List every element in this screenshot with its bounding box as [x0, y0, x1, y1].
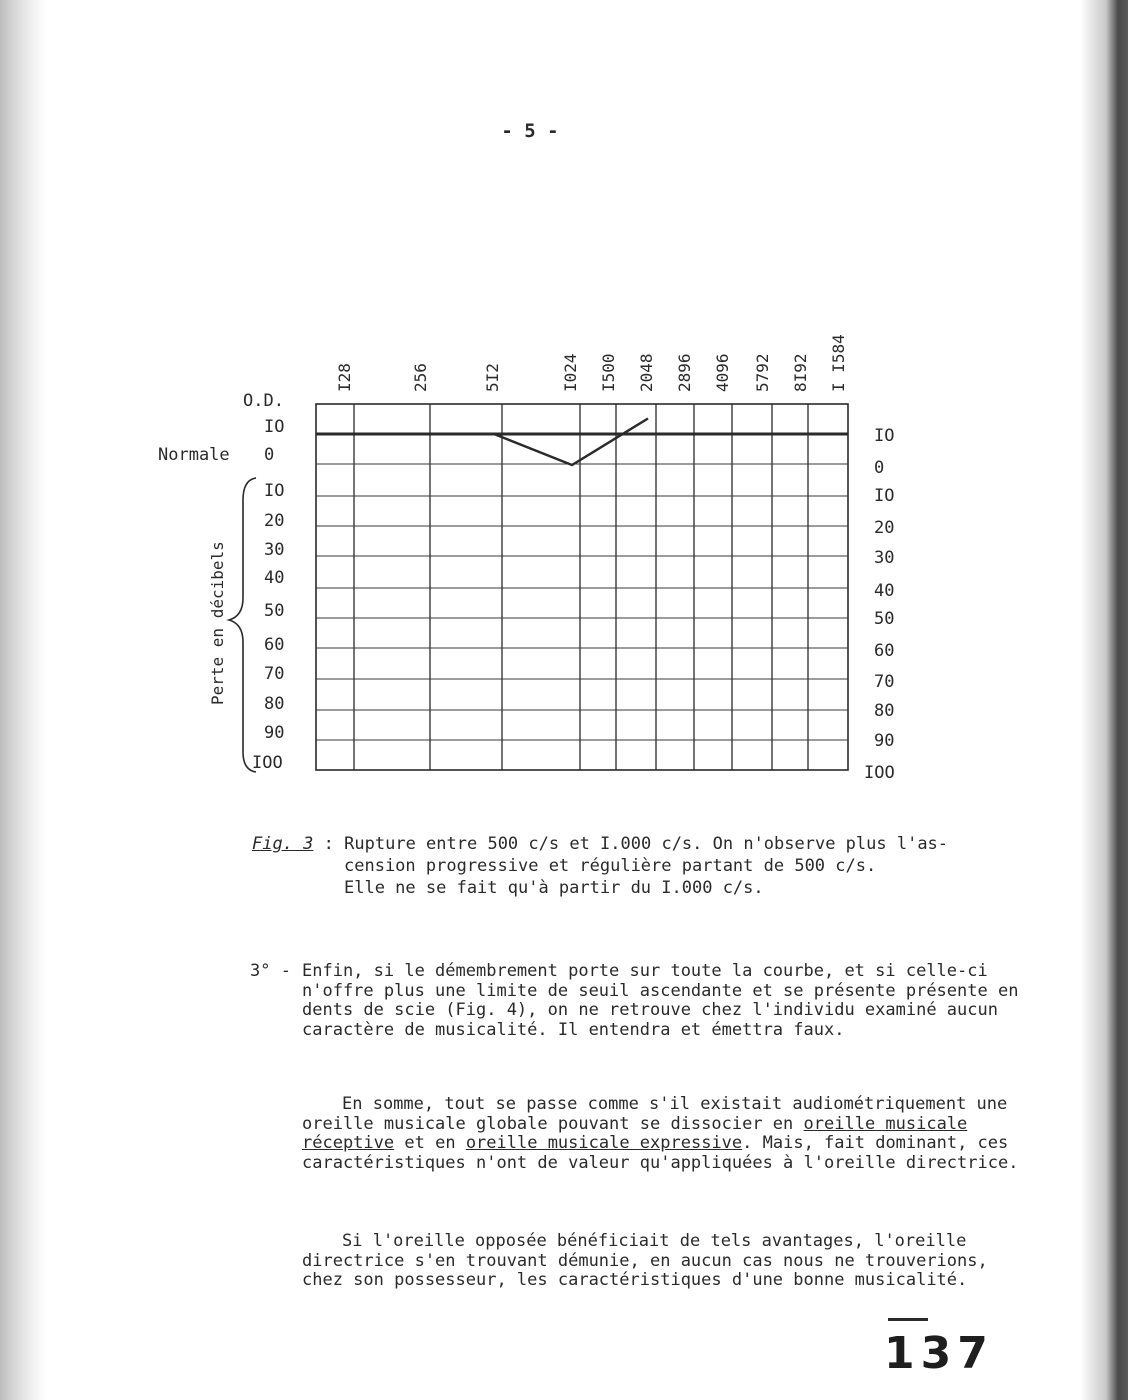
caption-line-3: Elle ne se fait qu'à partir du I.000 c/s.	[344, 878, 764, 898]
caption-first-line	[252, 833, 992, 855]
y-tick-label-left: 80	[264, 694, 285, 714]
item-number: 3° -	[250, 961, 291, 981]
y-tick-label-right: 40	[874, 581, 895, 601]
y-tick-label-right: 70	[874, 672, 895, 692]
y-tick-label-right: 30	[874, 548, 895, 568]
x-tick-label: I024	[561, 353, 580, 392]
y-tick-label-left: 60	[264, 635, 285, 655]
y-axis-labels-left	[252, 417, 284, 773]
x-tick-label: 2048	[637, 353, 656, 392]
si-text: Si l'oreille opposée bénéficiait de tels avantages, l'oreille directrice s'en trouvant démunie, en aucun cas nous ne trouverions, chez son possesseur, les caractéristiques d'une bonne musicalité.	[302, 1231, 988, 1290]
y-tick-label-left: 70	[264, 664, 285, 684]
somme-text-before: En somme, tout se passe comme s'il existait audiométriquement une oreille musicale globale pouvant se dissocier en	[302, 1094, 1008, 1134]
y-tick-label-right: IOO	[864, 763, 895, 783]
y-tick-label-left: 30	[264, 540, 285, 560]
y-tick-label-left: IO	[264, 481, 285, 501]
normal-label: Normale	[158, 445, 230, 465]
caption-separator: :	[323, 834, 334, 854]
x-tick-label: I28	[335, 363, 354, 392]
x-tick-label: I500	[599, 353, 618, 392]
y-tick-label-right: 60	[874, 641, 895, 661]
y-tick-label-left: 40	[264, 568, 285, 588]
audiogram-curve	[494, 419, 648, 466]
x-tick-label: 5I2	[483, 363, 502, 392]
y-tick-label-right: 90	[874, 731, 895, 751]
y-tick-label-right: 80	[874, 701, 895, 721]
y-tick-label-right: 0	[874, 458, 885, 478]
y-tick-label-right: IO	[874, 486, 895, 506]
caption-line-2: cension progressive et régulière partant de 500 c/s.	[344, 856, 877, 876]
somme-text-after: . Mais, fait dominant, ces caractéristiques n'ont de valeur qu'appliquées à l'oreille directrice.	[302, 1133, 1019, 1173]
x-tick-label: 8I92	[791, 353, 810, 392]
handwritten-mark	[888, 1318, 928, 1321]
x-tick-label: I I584	[829, 334, 848, 392]
item-3-text: Enfin, si le démembrement porte sur toute la courbe, et si celle-ci n'offre plus une limite de seuil ascendante et se présente présente en dents de scie (Fig. 4), on ne retrouve chez l'individu examiné aucun caractère de musicalité. Il entendra et émettra faux.	[302, 961, 1019, 1040]
y-tick-label-left: 20	[264, 511, 285, 531]
y-tick-label-left: 90	[264, 723, 285, 743]
x-tick-label: 256	[411, 363, 430, 392]
figure-caption	[252, 833, 992, 898]
y-axis-labels-right	[864, 426, 895, 783]
caption-continuation	[344, 855, 994, 899]
figure-label: Fig. 3	[252, 834, 314, 854]
od-label: O.D.	[243, 391, 284, 411]
underlined-expressive: oreille musicale expressive	[465, 1133, 743, 1153]
x-tick-label: 5792	[753, 353, 772, 392]
paragraph-en-somme	[302, 1095, 1022, 1173]
caption-line-1: Rupture entre 500 c/s et I.000 c/s. On n'observe plus l'as-	[344, 834, 949, 854]
y-tick-label-left: IOO	[252, 753, 283, 773]
y-tick-label-left: 50	[264, 601, 285, 621]
x-axis-labels	[335, 334, 848, 392]
y-tick-label-right: IO	[874, 426, 895, 446]
y-tick-label-right: 20	[874, 518, 895, 538]
underlined-receptive: oreille musicale réceptive	[302, 1113, 968, 1153]
handwritten-page-number: 137	[884, 1328, 994, 1379]
page-number: - 5 -	[501, 120, 559, 142]
y-tick-label-right: 50	[874, 609, 895, 629]
x-tick-label: 4096	[713, 353, 732, 392]
somme-text-mid: et en	[404, 1133, 456, 1153]
y-axis-title: Perte en décibels	[208, 541, 227, 705]
paragraph-item-3	[250, 961, 1022, 1040]
ylabel-brace	[229, 478, 256, 772]
y-tick-label-left: 0	[264, 445, 275, 465]
y-tick-label-left: IO	[264, 417, 285, 437]
chart-series	[494, 419, 648, 466]
paragraph-si	[302, 1232, 1022, 1291]
x-tick-label: 2896	[675, 353, 694, 392]
